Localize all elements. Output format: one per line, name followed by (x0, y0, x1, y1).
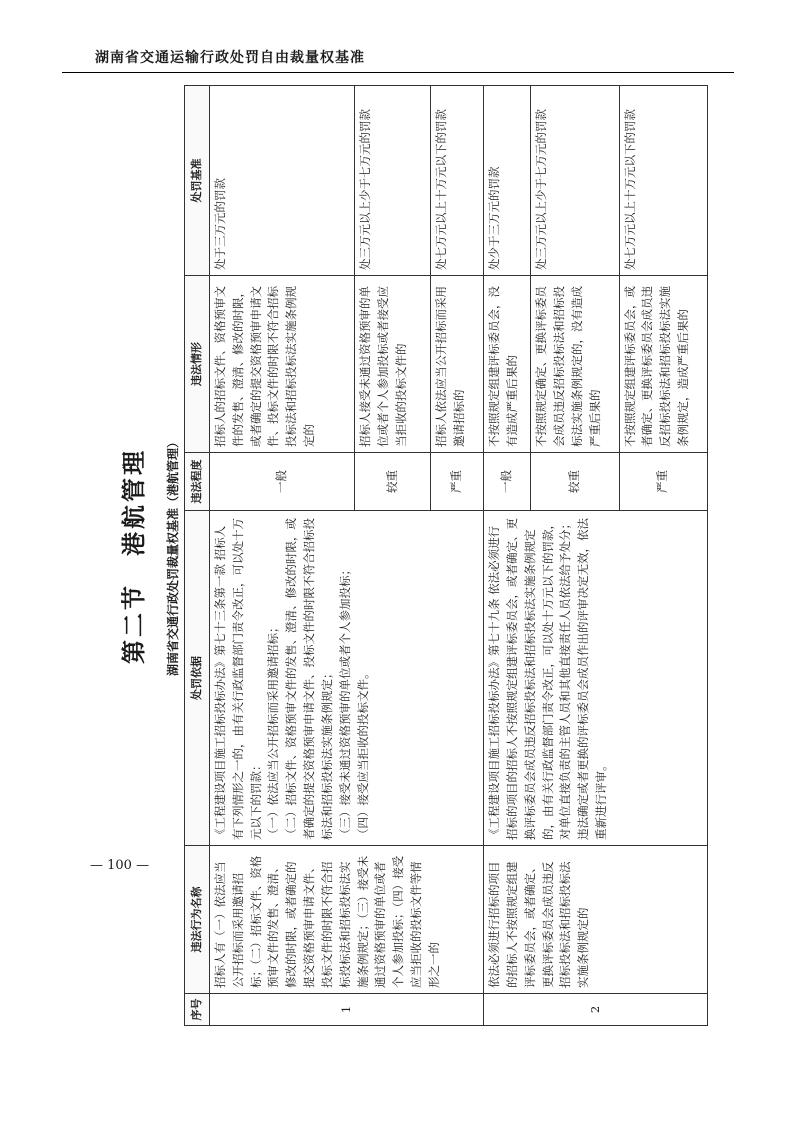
violation-circumstance: 不按照规定确定、更换评标委员会成员违反招标投标法和招标投标法实施条例规定的，没有造成严重后果的 (531, 276, 619, 453)
col-header-name: 违法行为名称 (185, 846, 210, 994)
basis-item: （二）招标文件、资格预审文件的发售、澄清、修改的时限，或者确定的提交资格预审申请文件、投标文件的时限不符合招标投标法和招标投标法实施条例规定； (284, 518, 334, 840)
col-header-degree: 违法程度 (185, 453, 210, 511)
violation-degree: 严重 (431, 453, 484, 511)
basis-item: （三）接受未通过资格预审的单位或者个人参加投标； (337, 564, 352, 840)
running-header: 湖南省交通运输行政处罚自由裁量权基准 (95, 50, 365, 66)
penalty-standard: 处三万元以上少于七万元的罚款 (531, 86, 619, 276)
table-header-row (185, 86, 210, 1026)
violation-name: 依法必须进行招标的项目的招标人不按照规定组建评标委员会，或者确定、更换评标委员会成员违反招标投标法和招标投标法实施条例规定的 (484, 846, 708, 994)
penalty-standard: 处七万元以上十万元以下的罚款 (619, 86, 707, 276)
basis-item: （一）依法应当公开招标而采用邀请招标； (266, 621, 281, 840)
penalty-standard: 处三万元以上少于七万元的罚款 (355, 86, 431, 276)
row-number: 2 (484, 994, 708, 1026)
col-header-standard: 处罚基准 (185, 86, 210, 276)
table-row (210, 86, 355, 1026)
violation-name: 招标人有（一）依法应当公开招标而采用邀请招标；（二）招标文件、资格预审文件的发售、澄清、修改的时限，或者确定的提交资格预审申请文件、投标文件的时限不符合招标投标法和招标投标法实施条例规定；（三）接受未通过资格预审的单位或者个人参加投标；（四）接受应当拒收的投标文件等情形之一的 (210, 846, 484, 994)
header-rule (62, 72, 734, 73)
basis-item: （四）接受应当拒收的投标文件。 (355, 667, 370, 840)
penalty-table (184, 85, 708, 1026)
col-header-circumstance: 违法情形 (185, 276, 210, 453)
row-number: 1 (210, 994, 484, 1026)
penalty-standard: 处于三万元的罚款 (210, 86, 355, 276)
violation-degree: 一般 (484, 453, 531, 511)
violation-circumstance: 招标人的招标文件、资格预审文件的发售、澄清、修改的时限，或者确定的提交资格预审申请文件、投标文件的时限不符合招标投标法和招标投标法实施条例规定的 (210, 276, 355, 453)
violation-circumstance: 招标人接受未通过资格预审的单位或者个人参加投标或者接受应当拒收的投标文件的 (355, 276, 431, 453)
violation-circumstance: 不按照规定组建评标委员会，或者确定、更换评标委员会成员违反招标投标法和招标投标法实施条例规定，造成严重后果的 (619, 276, 707, 453)
col-header-no: 序号 (185, 994, 210, 1026)
basis-intro: 《工程建设项目施工招标投标办法》第七十三条第一款 招标人有下列情形之一的，由有关行政监督部门责令改正，可以处十万元以下的罚款： (213, 518, 263, 840)
col-header-basis: 处罚依据 (185, 511, 210, 846)
rotated-content (100, 86, 712, 1026)
penalty-standard: 处少于三万元的罚款 (484, 86, 531, 276)
section-title: 第二节 港航管理 (120, 448, 148, 664)
penalty-basis (210, 511, 484, 846)
table-caption: 湖南省交通行政处罚裁量权基准（港航管理） (166, 436, 180, 677)
violation-degree: 严重 (619, 453, 707, 511)
violation-degree: 较重 (531, 453, 619, 511)
basis-intro: 《工程建设项目施工招标投标办法》第七十九条 依法必须进行招标的项目的招标人不按照规定组建评标委员会，或者确定、更换评标委员会成员违反招标投标法和招标投标法实施条例规定的，由有关行政监督部门责令改正，可以处十万元以下的罚款，对单位直接负责的主管人员和其他直接责任人员依法给予处分；违法确定或者更换的评标委员会成员作出的评审决定无效，依法重新进行评审。 (487, 518, 609, 840)
violation-degree: 一般 (210, 453, 355, 511)
penalty-standard: 处七万元以上十万元以下的罚款 (431, 86, 484, 276)
violation-circumstance: 招标人依法应当公开招标而采用邀请招标的 (431, 276, 484, 453)
violation-degree: 较重 (355, 453, 431, 511)
page-number: — 100 — (90, 858, 150, 873)
violation-circumstance: 不按照规定组建评标委员会，没有造成严重后果的 (484, 276, 531, 453)
table-row (484, 86, 531, 1026)
penalty-basis (484, 511, 708, 846)
